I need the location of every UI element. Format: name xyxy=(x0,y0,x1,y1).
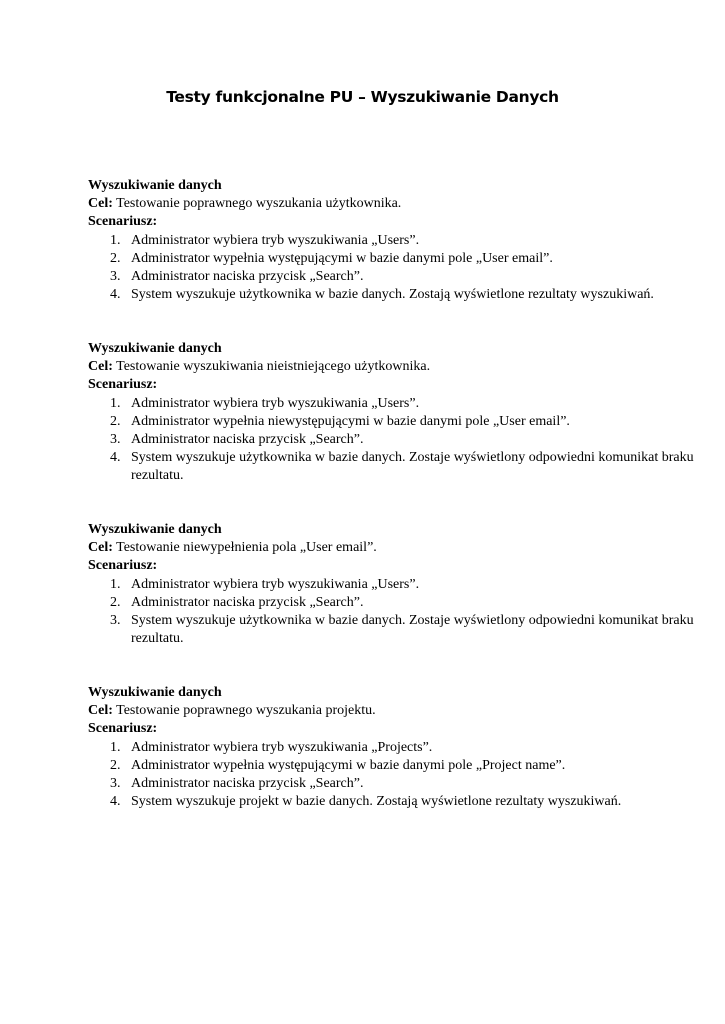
step-text: Administrator naciska przycisk „Search”. xyxy=(131,594,364,610)
test-case-heading: Wyszukiwanie danych xyxy=(88,341,222,356)
scenario-step xyxy=(88,449,698,485)
goal-label: Cel: xyxy=(88,359,113,375)
scenario-step xyxy=(88,576,698,594)
test-case-3 xyxy=(88,521,698,648)
step-text: System wyszukuje projekt w bazie danych. Zostają wyświetlone rezultaty wyszukiwań. xyxy=(131,794,622,810)
test-case-goal xyxy=(88,358,698,376)
step-number: 3. xyxy=(110,269,121,285)
scenario-label: Scenariusz: xyxy=(88,377,158,393)
scenario-step xyxy=(88,431,698,449)
step-text: Administrator naciska przycisk „Search”. xyxy=(131,269,364,285)
document-title: Testy funkcjonalne PU – Wyszukiwanie Danych xyxy=(166,88,559,106)
step-number: 4. xyxy=(110,287,121,303)
goal-text: Testowanie poprawnego wyszukania projektu. xyxy=(116,703,376,719)
scenario-steps xyxy=(88,232,698,305)
step-text: System wyszukuje użytkownika w bazie danych. Zostają wyświetlone rezultaty wyszukiwań. xyxy=(131,287,654,303)
step-text: Administrator wybiera tryb wyszukiwania „Users”. xyxy=(131,576,420,592)
step-number: 3. xyxy=(110,613,121,629)
step-text: System wyszukuje użytkownika w bazie danych. Zostaje wyświetlony odpowiedni komunikat braku rezultatu. xyxy=(131,613,694,647)
scenario-step xyxy=(88,413,698,431)
step-number: 4. xyxy=(110,450,121,466)
scenario-steps xyxy=(88,739,698,812)
scenario-step xyxy=(88,739,698,757)
test-case-goal xyxy=(88,195,698,213)
test-case-heading: Wyszukiwanie danych xyxy=(88,178,222,193)
step-number: 2. xyxy=(110,413,121,429)
scenario-step xyxy=(88,775,698,793)
scenario-step xyxy=(88,250,698,268)
scenario-step xyxy=(88,594,698,612)
test-case-heading: Wyszukiwanie danych xyxy=(88,522,222,537)
goal-text: Testowanie poprawnego wyszukania użytkownika. xyxy=(116,196,402,212)
scenario-step xyxy=(88,395,698,413)
goal-label: Cel: xyxy=(88,540,113,556)
step-text: System wyszukuje użytkownika w bazie danych. Zostaje wyświetlony odpowiedni komunikat braku rezultatu. xyxy=(131,450,694,484)
test-case-goal xyxy=(88,539,698,557)
step-number: 1. xyxy=(110,576,121,592)
scenario-step xyxy=(88,793,698,811)
scenario-steps xyxy=(88,576,698,649)
scenario-steps xyxy=(88,395,698,486)
step-text: Administrator wybiera tryb wyszukiwania „Users”. xyxy=(131,232,420,248)
step-text: Administrator wybiera tryb wyszukiwania „Users”. xyxy=(131,395,420,411)
scenario-label: Scenariusz: xyxy=(88,214,158,230)
goal-text: Testowanie niewypełnienia pola „User email”. xyxy=(116,540,377,556)
scenario-step xyxy=(88,232,698,250)
step-number: 3. xyxy=(110,432,121,448)
step-text: Administrator wypełnia występującymi w bazie danymi pole „Project name”. xyxy=(131,757,566,773)
step-number: 2. xyxy=(110,757,121,773)
goal-text: Testowanie wyszukiwania nieistniejącego użytkownika. xyxy=(116,359,431,375)
scenario-label: Scenariusz: xyxy=(88,721,158,737)
step-text: Administrator wybiera tryb wyszukiwania „Projects”. xyxy=(131,739,433,755)
step-number: 4. xyxy=(110,794,121,810)
scenario-label: Scenariusz: xyxy=(88,558,158,574)
step-text: Administrator naciska przycisk „Search”. xyxy=(131,432,364,448)
step-number: 1. xyxy=(110,232,121,248)
step-text: Administrator wypełnia występującymi w bazie danymi pole „User email”. xyxy=(131,250,553,266)
goal-label: Cel: xyxy=(88,196,113,212)
scenario-step xyxy=(88,612,698,648)
step-number: 2. xyxy=(110,594,121,610)
test-case-4 xyxy=(88,684,698,811)
step-text: Administrator naciska przycisk „Search”. xyxy=(131,776,364,792)
test-case-1 xyxy=(88,177,698,304)
step-number: 1. xyxy=(110,739,121,755)
test-case-heading: Wyszukiwanie danych xyxy=(88,685,222,700)
test-case-2 xyxy=(88,340,698,486)
step-text: Administrator wypełnia niewystępującymi w bazie danymi pole „User email”. xyxy=(131,413,570,429)
scenario-step xyxy=(88,268,698,286)
scenario-step xyxy=(88,286,698,304)
step-number: 2. xyxy=(110,250,121,266)
goal-label: Cel: xyxy=(88,703,113,719)
test-case-goal xyxy=(88,702,698,720)
step-number: 3. xyxy=(110,776,121,792)
step-number: 1. xyxy=(110,395,121,411)
scenario-step xyxy=(88,757,698,775)
